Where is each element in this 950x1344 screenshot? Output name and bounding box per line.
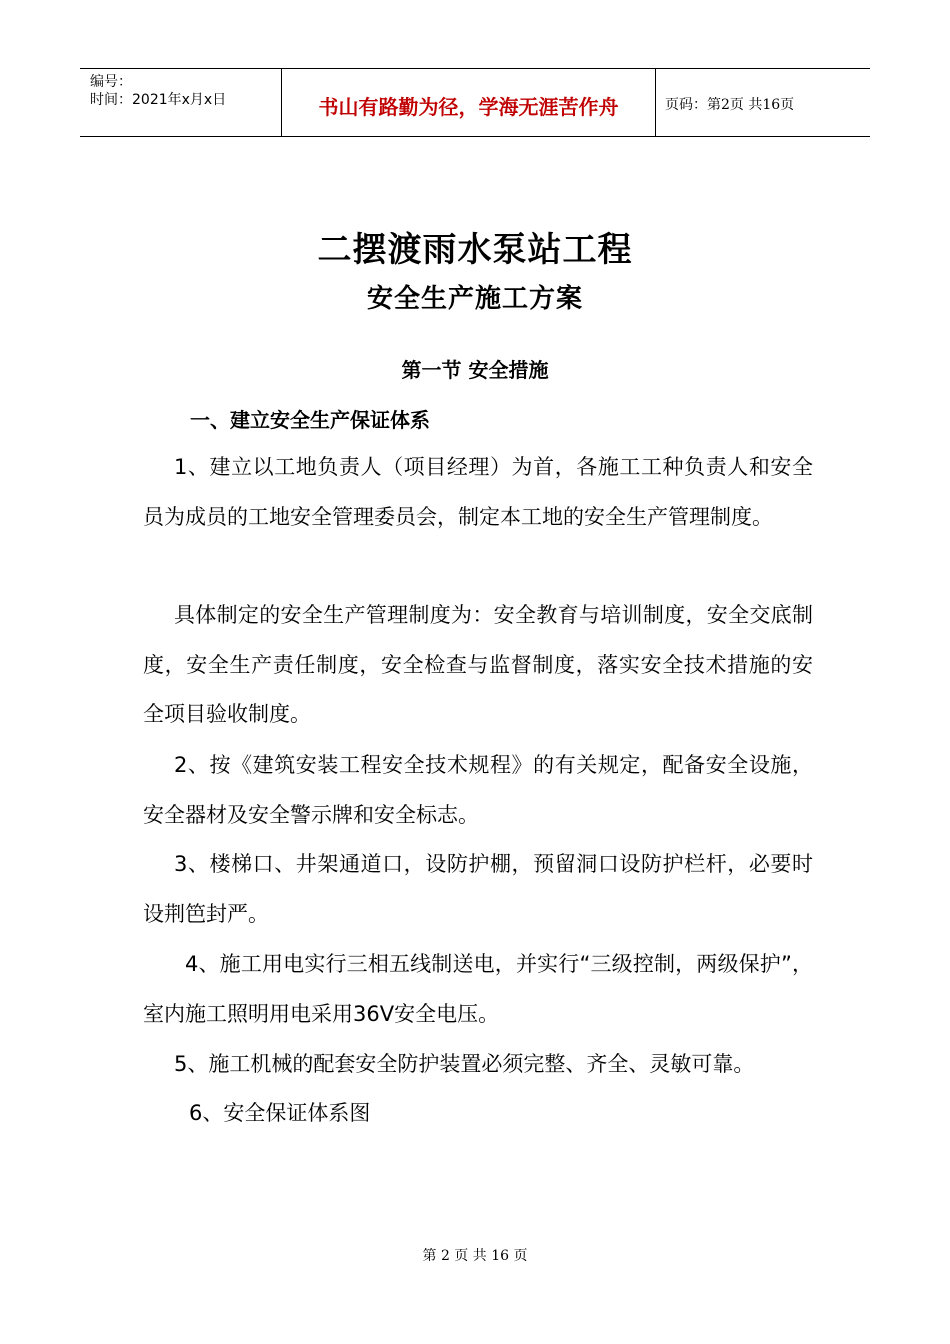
paragraph-4: 3、楼梯口、井架通道口，设防护棚，预留洞口设防护栏杆，必要时设荆笆封严。 (143, 852, 813, 926)
header-meta-cell (80, 69, 281, 136)
section-heading: 一、建立安全生产保证体系 (190, 408, 430, 432)
paragraph-5: 4、施工用电实行三相五线制送电，并实行“三级控制，两级保护”，室内施工照明用电采用36V安全电压。 (143, 952, 813, 1026)
time-label: 时间：2021年x月x日 (90, 92, 227, 108)
paragraph-2: 具体制定的安全生产管理制度为：安全教育与培训制度，安全交底制度，安全生产责任制度，安全检查与监督制度，落实安全技术措施的安全项目验收制度。 (143, 603, 813, 726)
document-subtitle: 安全生产施工方案 (366, 284, 583, 314)
motto-text: 书山有路勤为径，学海无涯苦作舟 (318, 95, 619, 119)
page-info: 页码：第2页 共16页 (665, 97, 795, 113)
paragraph-6: 5、施工机械的配套安全防护装置必须完整、齐全、灵敏可靠。 (174, 1052, 755, 1076)
paragraph-3: 2、按《建筑安装工程安全技术规程》的有关规定，配备安全设施，安全器材及安全警示牌和安全标志。 (143, 753, 813, 827)
section-title: 第一节 安全措施 (401, 358, 549, 382)
header-motto-cell (281, 69, 656, 136)
page-footer: 第 2 页 共 16 页 (422, 1248, 528, 1264)
header-page-cell (655, 69, 870, 136)
paragraph-1: 1、建立以工地负责人（项目经理）为首，各施工工种负责人和安全员为成员的工地安全管理委员会，制定本工地的安全生产管理制度。 (143, 455, 813, 529)
document-header (80, 68, 870, 137)
number-label: 编号： (90, 74, 132, 90)
paragraph-7: 6、安全保证体系图 (189, 1101, 371, 1125)
document-title: 二摆渡雨水泵站工程 (317, 230, 633, 270)
